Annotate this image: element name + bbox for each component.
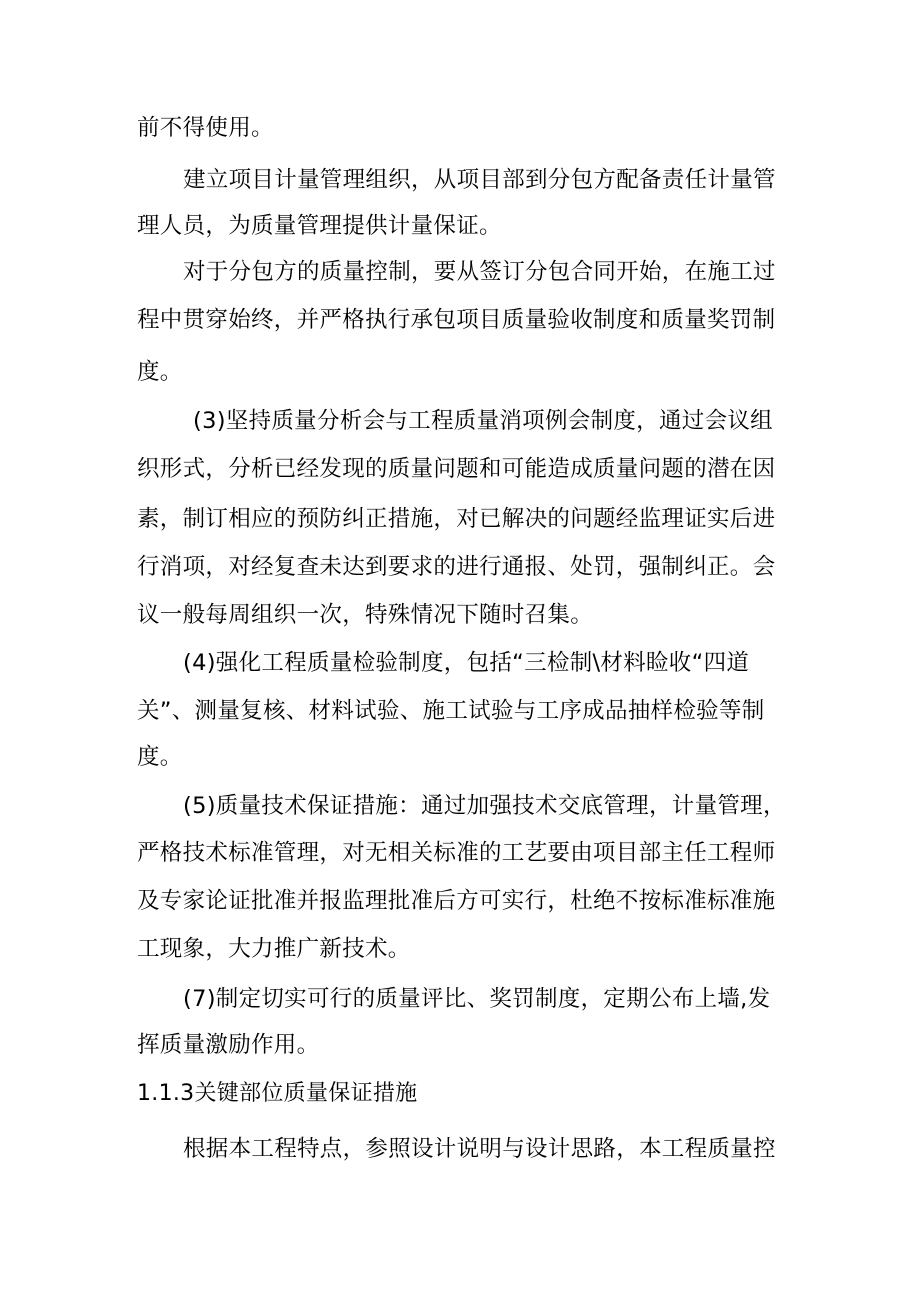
paragraph-line: 议一般每周组织一次，特殊情况下随时召集。 xyxy=(137,602,594,628)
paragraph-line: 前不得使用。 xyxy=(137,115,274,141)
paragraph-line: 织形式，分析已经发现的质量问题和可能造成质量问题的潜在因 xyxy=(137,456,776,482)
paragraph-line: 对于分包方的质量控制，要从签订分包合同开始，在施工过 xyxy=(183,259,776,285)
section-heading: 1.1.3关键部位质量保证措施 xyxy=(137,1081,418,1106)
paragraph-line: (3)坚持质量分析会与工程质量消项例会制度，通过会议组 xyxy=(193,408,773,434)
paragraph-line: 程中贯穿始终，并严格执行承包项目质量验收制度和质量奖罚制 xyxy=(137,307,776,333)
paragraph-line: 根据本工程特点，参照设计说明与设计思路，本工程质量控 xyxy=(183,1136,776,1162)
paragraph-line: 度。 xyxy=(137,359,183,385)
paragraph-line: 行消项，对经复查未达到要求的进行通报、处罚，强制纠正。会 xyxy=(137,554,776,580)
paragraph-line: 工现象，大力推广新技术。 xyxy=(137,936,411,962)
paragraph-line: 素，制订相应的预防纠正措施，对已解决的问题经监理证实后进 xyxy=(137,506,776,532)
paragraph-line: 挥质量激励作用。 xyxy=(137,1032,320,1058)
paragraph-line: 理人员，为质量管理提供计量保证。 xyxy=(137,213,502,239)
paragraph-line: 建立项目计量管理组织，从项目部到分包方配备责任计量管 xyxy=(183,167,776,193)
paragraph-line: 严格技术标准管理，对无相关标准的工艺要由项目部主任工程师 xyxy=(137,840,776,866)
paragraph-line: 及专家论证批准并报监理批准后方可实行，杜绝不按标准标准施 xyxy=(137,888,776,914)
paragraph-line: (7)制定切实可行的质量评比、奖罚制度，定期公布上墙,发 xyxy=(183,986,771,1012)
paragraph-line: 度。 xyxy=(137,744,183,770)
paragraph-line: (4)强化工程质量检验制度，包括“三检制\材料睑收“四道 xyxy=(183,650,750,676)
paragraph-line: 关”、测量复核、材料试验、施工试验与工序成品抽样检验等制 xyxy=(137,698,765,724)
paragraph-line: (5)质量技术保证措施：通过加强技术交底管理，计量管理， xyxy=(183,793,786,819)
